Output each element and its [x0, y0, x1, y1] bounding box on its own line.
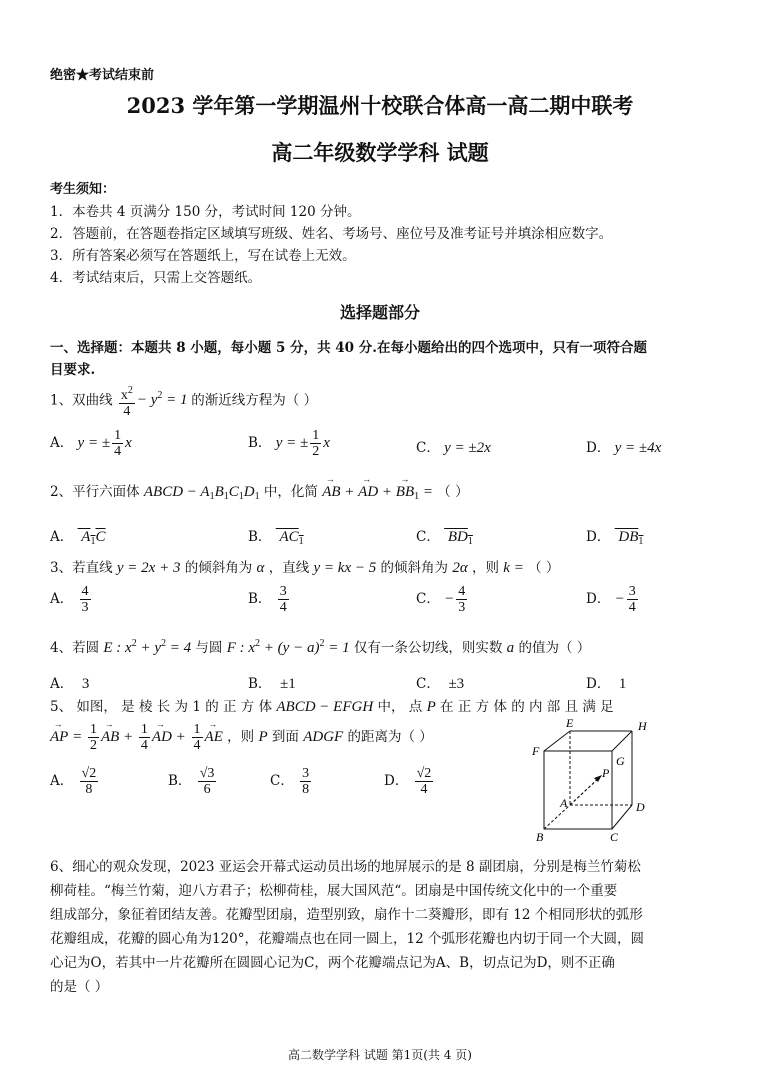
q3-option-b: B． $\frac{3}{4}$ [248, 584, 287, 615]
cube-figure [520, 715, 670, 845]
cube-label: P [602, 766, 610, 780]
question-3: 3、若直线 y = 2x + 3 的倾斜角为 α ，直线 y = kx − 5 的倾斜角为 2α ，则 k = （ ） [50, 560, 560, 576]
q4-option-b: B． ±1 [248, 676, 296, 692]
question-5-line1: 5、 如图， 是 棱 长 为 1 的 正 方 体 ABCD − EFGH 中， 点 P 在 正 方 体 的 内 部 且 满 足 [50, 699, 614, 715]
cube-label: D [636, 800, 645, 814]
q4-option-a: A． 3 [50, 676, 90, 692]
section-instructions: 一、选择题：本题共 8 小题，每小题 5 分，共 40 分.在每小题给出的四个选项中，只有一项符合题 [50, 340, 647, 356]
notice-item: 2．答题前，在答题卷指定区域填写班级、姓名、考场号、座位号及准考证号并填涂相应数字。 [50, 226, 613, 242]
q4-option-c: C． ±3 [416, 676, 465, 692]
q4-option-d: D． 1 [586, 676, 627, 692]
q5-option-d: D． $\frac{√2}{4}$ [384, 766, 432, 797]
q5-option-b: B． $\frac{√3}{6}$ [168, 766, 215, 797]
cube-label: H [638, 719, 647, 733]
q2-option-d: D． $DB_1$ [586, 529, 644, 547]
page-footer: 高二数学学科 试题 第1页(共 4 页) [288, 1048, 472, 1062]
part-title: 选择题部分 [339, 303, 420, 322]
section-instructions: 目要求. [50, 362, 96, 378]
q2-option-c: C． $BD_1$ [416, 529, 473, 547]
notice-item: 1．本卷共 4 页满分 150 分，考试时间 120 分钟。 [50, 204, 361, 220]
notice-heading: 考生须知： [50, 182, 116, 197]
question-1 [50, 383, 317, 419]
question-4: 4、若圆 E : $x^2 + y^2 = 4$ 与圆 F : $x^2 + (y - a)^2 = 1$ 仅有一条公切线，则实数 a 的值为（ ） [50, 638, 591, 656]
cube-label: A [560, 796, 568, 810]
q2-option-a: A． $A_1C$ [50, 529, 106, 547]
q1-option-a: A． y = ± $\frac{1}{4}$ x [50, 428, 132, 459]
q1-equation: $\frac{x^2}{4}$ − $y^2 = 1$ [120, 385, 192, 419]
q1-suffix: 的渐近线方程为（ ） [191, 392, 318, 409]
cube-label: E [566, 716, 574, 730]
exam-subtitle: 高二年级数学学科 试题 [271, 140, 489, 165]
q6-line: 柳荷桂。“梅兰竹菊，迎八方君子；松柳荷桂，展大国风范“。团扇是中国传统文化中的一个重要 [50, 883, 618, 899]
cube-label: F [532, 744, 540, 758]
q3-option-c: C． − $\frac{4}{3}$ [416, 584, 466, 615]
cube-label: G [616, 754, 625, 768]
cube-label: C [610, 830, 619, 844]
notice-item: 4．考试结束后，只需上交答题纸。 [50, 270, 262, 286]
q1-option-b: B． y = ± $\frac{1}{2}$ x [248, 428, 330, 459]
q1-prefix: 1、双曲线 [50, 392, 113, 409]
q3-option-a: A． $\frac{4}{3}$ [50, 584, 89, 615]
q1-option-d: D． y = ±4x [586, 440, 662, 456]
q2-option-b: B． $AC_1$ [248, 529, 304, 547]
q5-option-a: A． $\frac{√2}{8}$ [50, 766, 97, 797]
secret-label: 绝密★考试结束前 [50, 68, 155, 83]
notice-item: 3．所有答案必须写在答题纸上，写在试卷上无效。 [50, 248, 356, 264]
q6-line: 组成部分，象征着团结友善。花瓣型团扇，造型别致，扇作十二葵瓣形，即有 12 个相同形状的弧形 [50, 907, 643, 923]
q6-line: 6、细心的观众发现，2023 亚运会开幕式运动员出场的地屏展示的是 8 副团扇，分别是梅兰竹菊松 [50, 859, 641, 875]
q6-line: 的是（ ） [50, 979, 109, 995]
q3-option-d: D． − $\frac{3}{4}$ [586, 584, 636, 615]
exam-title: 2023 学年第一学期温州十校联合体高一高二期中联考 [126, 93, 634, 118]
question-5-line2: → AP = $\frac{1}{2}$ → AB + $\frac{1}{4}$ → AD + $\frac{1}{4}$ → AE ，则 P 到面 ADGF 的距离为（ ） [50, 722, 433, 753]
question-2: 2、平行六面体 ABCD − $A_1B_1C_1D_1$ 中，化简 → AB + → AD + → $BB_1$ = （ ） [50, 480, 469, 502]
q5-option-c: C． $\frac{3}{8}$ [270, 766, 310, 797]
q1-option-c: C． y = ±2x [416, 440, 491, 456]
q6-line: 花瓣组成，花瓣的圆心角为120°，花瓣端点也在同一圆上，12 个弧形花瓣也内切于同一个大圆，圆 [50, 931, 644, 947]
cube-label: B [536, 830, 544, 844]
q6-line: 心记为O，若其中一片花瓣所在圆圆心记为C，两个花瓣端点记为A、B，切点记为D，则不正确 [50, 955, 615, 971]
